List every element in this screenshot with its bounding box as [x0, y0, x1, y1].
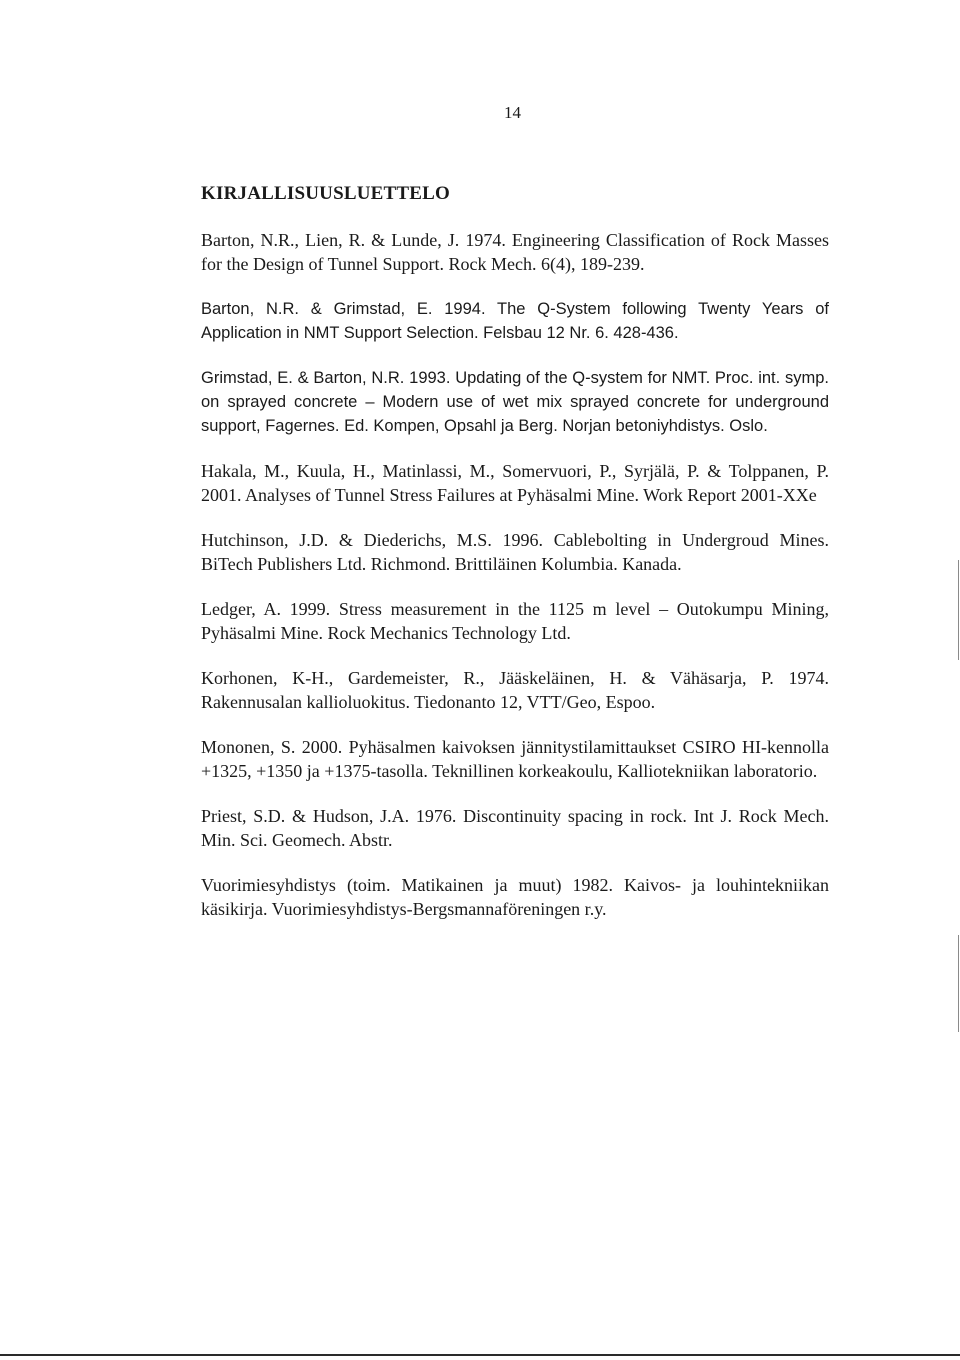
scan-margin-line [958, 1012, 959, 1032]
reference-entry: Ledger, A. 1999. Stress measurement in the 1125 m level – Outokumpu Mining, Pyhäsalmi Mine. Rock Mechanics Technology Ltd. [201, 599, 829, 643]
reference-entry: Hutchinson, J.D. & Diederichs, M.S. 1996. Cablebolting in Undergroud Mines. BiTech Publishers Ltd. Richmond. Brittiläinen Kolumbia. Kanada. [201, 530, 829, 574]
reference-entry: Korhonen, K-H., Gardemeister, R., Jääskeläinen, H. & Vähäsarja, P. 1974. Rakennusalan kallioluokitus. Tiedonanto 12, VTT/Geo, Espoo. [201, 668, 829, 712]
scan-margin-line [958, 560, 959, 660]
reference-list [201, 228, 829, 942]
reference-entry: Vuorimiesyhdistys (toim. Matikainen ja muut) 1982. Kaivos- ja louhintekniikan käsikirja. Vuorimiesyhdistys-Bergsmannaföreningen r.y. [201, 875, 829, 919]
reference-entry: Grimstad, E. & Barton, N.R. 1993. Updating of the Q-system for NMT. Proc. int. symp. on sprayed concrete – Modern use of wet mix sprayed concrete for underground support, Fagernes. Ed. Kompen, Opsahl ja Berg. Norjan betoniyhdistys. Oslo. [201, 369, 829, 435]
scan-bottom-edge [0, 1354, 960, 1356]
page-number: 14 [504, 103, 521, 122]
scan-margin-line [958, 935, 959, 1015]
reference-entry: Barton, N.R., Lien, R. & Lunde, J. 1974. Engineering Classification of Rock Masses for the Design of Tunnel Support. Rock Mech. 6(4), 189-239. [201, 230, 829, 274]
reference-entry: Barton, N.R. & Grimstad, E. 1994. The Q-System following Twenty Years of Application in NMT Support Selection. Felsbau 12 Nr. 6. 428-436. [201, 300, 829, 342]
reference-entry: Hakala, M., Kuula, H., Matinlassi, M., Somervuori, P., Syrjälä, P. & Tolppanen, P. 2001. Analyses of Tunnel Stress Failures at Pyhäsalmi Mine. Work Report 2001-XXe [201, 461, 829, 505]
reference-entry: Priest, S.D. & Hudson, J.A. 1976. Discontinuity spacing in rock. Int J. Rock Mech. Min. Sci. Geomech. Abstr. [201, 806, 829, 850]
bibliography-heading: KIRJALLISUUSLUETTELO [201, 183, 450, 204]
reference-entry: Mononen, S. 2000. Pyhäsalmen kaivoksen jännitystilamittaukset CSIRO HI-kennolla +1325, +1350 ja +1375-tasolla. Teknillinen korkeakoulu, Kalliotekniikan laboratorio. [201, 737, 829, 781]
